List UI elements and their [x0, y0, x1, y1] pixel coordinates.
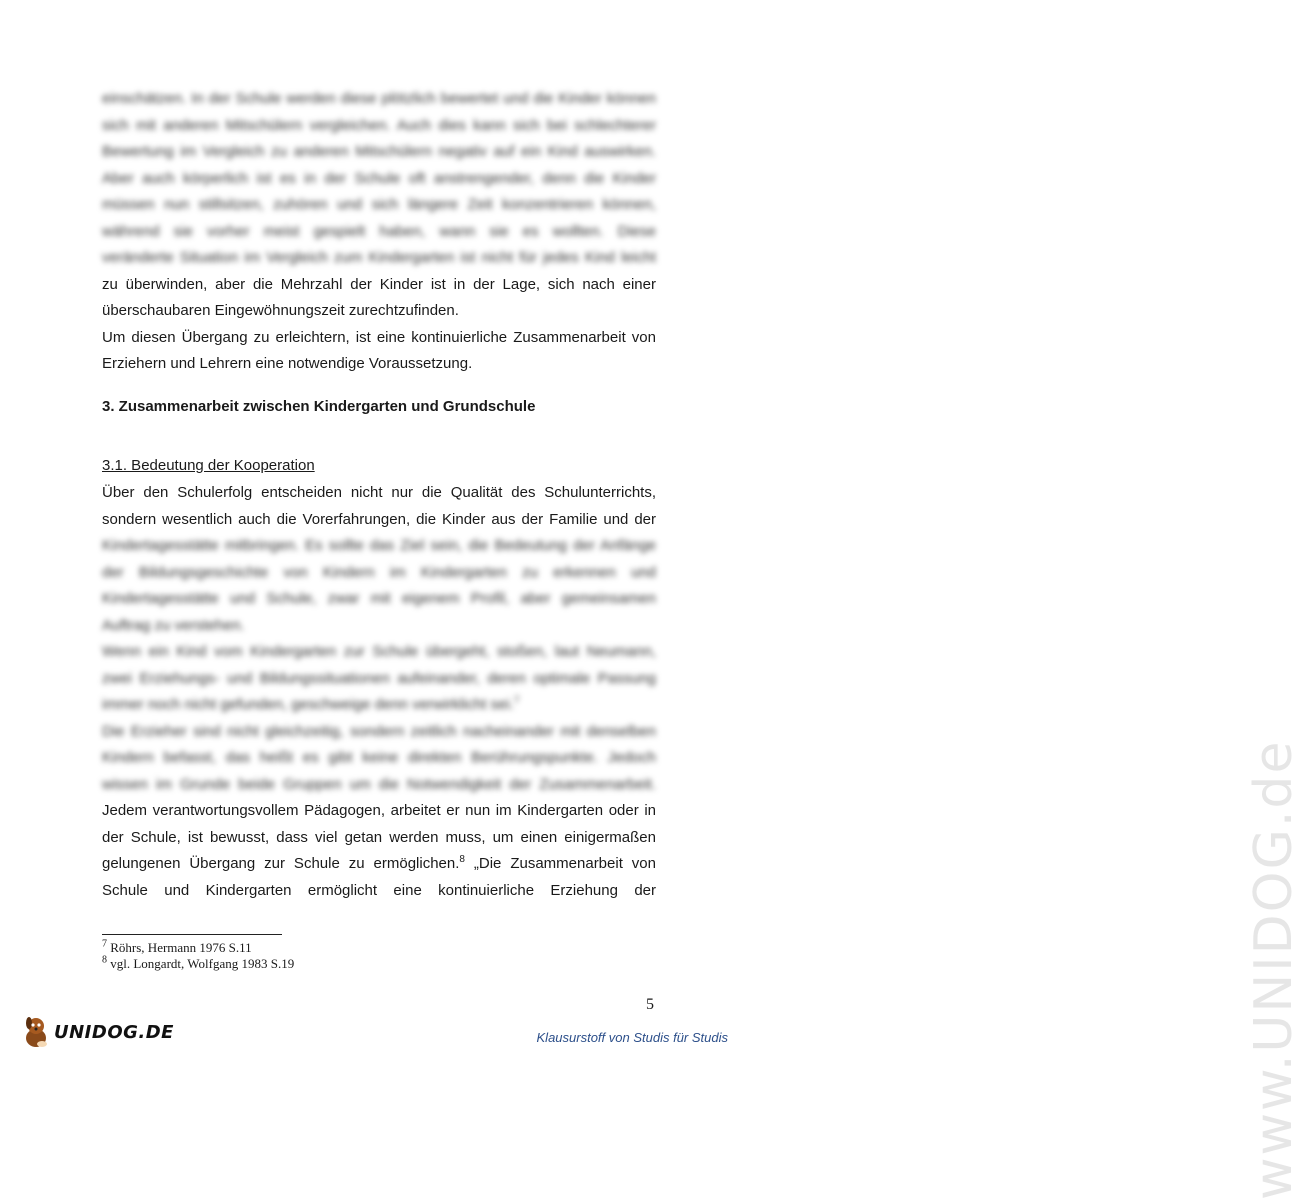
unidog-logo — [22, 1012, 174, 1052]
blurred-line: Die Erzieher sind nicht gleichzeitig, sondern zeitlich nacheinander mit denselben — [102, 722, 656, 740]
text-line: überschaubaren Eingewöhnungszeit zurechtzufinden. — [102, 302, 459, 319]
dog-mascot-icon — [22, 1014, 52, 1050]
text-line: der Schule, ist bewusst, dass viel getan werden muss, um einen einigermaßen — [102, 828, 656, 846]
quote-segment: „Die Zusammenarbeit von — [464, 855, 656, 872]
text-line: Jedem verantwortungsvollem Pädagogen, arbeitet er nun im Kindergarten oder in — [102, 802, 656, 819]
text-segment: gelungenen Übergang zur Schule zu ermöglichen. — [102, 855, 460, 872]
blurred-line: Kindern befasst, das heißt es gibt keine direkten Berührungspunkte. Jedoch — [102, 749, 656, 766]
footnote-ref: 7 — [513, 695, 520, 706]
page-number: 5 — [646, 996, 654, 1013]
blurred-line: Aber auch körperlich ist es in der Schule oft anstrengender, denn die Kinder — [102, 169, 656, 187]
footnotes — [102, 940, 294, 972]
section-heading: 3. Zusammenarbeit zwischen Kindergarten und Grundschule — [102, 398, 536, 415]
blurred-line: sich mit anderen Mitschülern vergleichen. Auch dies kann sich bei schlechterer — [102, 116, 656, 134]
blurred-line: einschätzen. In der Schule werden diese plötzlich bewertet und die Kinder können — [102, 90, 656, 107]
blurred-line: Auftrag zu verstehen. — [102, 616, 245, 634]
text-line: Erziehern und Lehrern eine notwendige Voraussetzung. — [102, 355, 473, 372]
blurred-line: der Bildungsgeschichte von Kindern im Kindergarten zu erkennen und — [102, 563, 656, 581]
blurred-line: während sie vorher meist gespielt haben, wann sie es wollten. Diese — [102, 222, 656, 240]
logo-text: UNIDOG.DE — [54, 1021, 174, 1043]
paragraph-1 — [102, 86, 656, 378]
text-line: zu überwinden, aber die Mehrzahl der Kinder ist in der Lage, sich nach einer — [102, 275, 656, 293]
blurred-text: immer noch nicht gefunden, geschweige denn verwirklicht sei. — [102, 696, 514, 713]
blurred-line: müssen nun stillsitzen, zuhören und sich längere Zeit konzentrieren können, — [102, 196, 656, 213]
footnote — [102, 956, 294, 972]
blurred-line: zwei Erziehungs- und Bildungssituationen aufeinander, deren optimale Passung — [102, 669, 656, 687]
footnote-number: 8 — [102, 954, 107, 966]
text-line: Um diesen Übergang zu erleichtern, ist eine kontinuierliche Zusammenarbeit von — [102, 328, 656, 346]
blurred-line: Bewertung im Vergleich zu anderen Mitschülern negativ auf ein Kind auswirken. — [102, 143, 656, 160]
watermark-container — [684, 730, 1304, 1200]
footnote-text: Röhrs, Hermann 1976 S.11 — [110, 940, 252, 955]
footnote-divider — [102, 934, 282, 935]
subsection-heading: 3.1. Bedeutung der Kooperation — [102, 457, 315, 474]
blurred-line: Kindertagesstätte mitbringen. Es sollte das Ziel sein, die Bedeutung der Anfänge — [102, 537, 656, 554]
footnote-text: vgl. Longardt, Wolfgang 1983 S.19 — [110, 956, 295, 971]
watermark-text: www.UNIDOG.de — [1244, 739, 1304, 1200]
blurred-line-with-footnote — [102, 692, 656, 719]
blurred-line: Wenn ein Kind vom Kindergarten zur Schule übergeht, stoßen, laut Neumann, — [102, 643, 656, 660]
text-line-with-footnote — [102, 851, 656, 878]
blurred-line: veränderte Situation im Vergleich zum Kindergarten ist nicht für jedes Kind leicht — [102, 249, 656, 266]
footnote-ref: 8 — [459, 854, 465, 865]
text-line: Schule und Kindergarten ermöglicht eine kontinuierliche Erziehung der — [102, 881, 656, 899]
footnote — [102, 940, 294, 956]
blurred-line: wissen im Grunde beide Gruppen um die Notwendigkeit der Zusammenarbeit. — [102, 775, 656, 793]
footer-tagline: Klausurstoff von Studis für Studis — [536, 1030, 728, 1045]
blurred-line: Kindertagesstätte und Schule, zwar mit eigenem Profil, aber gemeinsamen — [102, 590, 656, 607]
footnote-number: 7 — [102, 938, 107, 950]
paragraph-3 — [102, 480, 656, 904]
text-line: sondern wesentlich auch die Vorerfahrungen, die Kinder aus der Familie und der — [102, 510, 656, 528]
text-line: Über den Schulerfolg entscheiden nicht nur die Qualität des Schulunterrichts, — [102, 484, 656, 501]
